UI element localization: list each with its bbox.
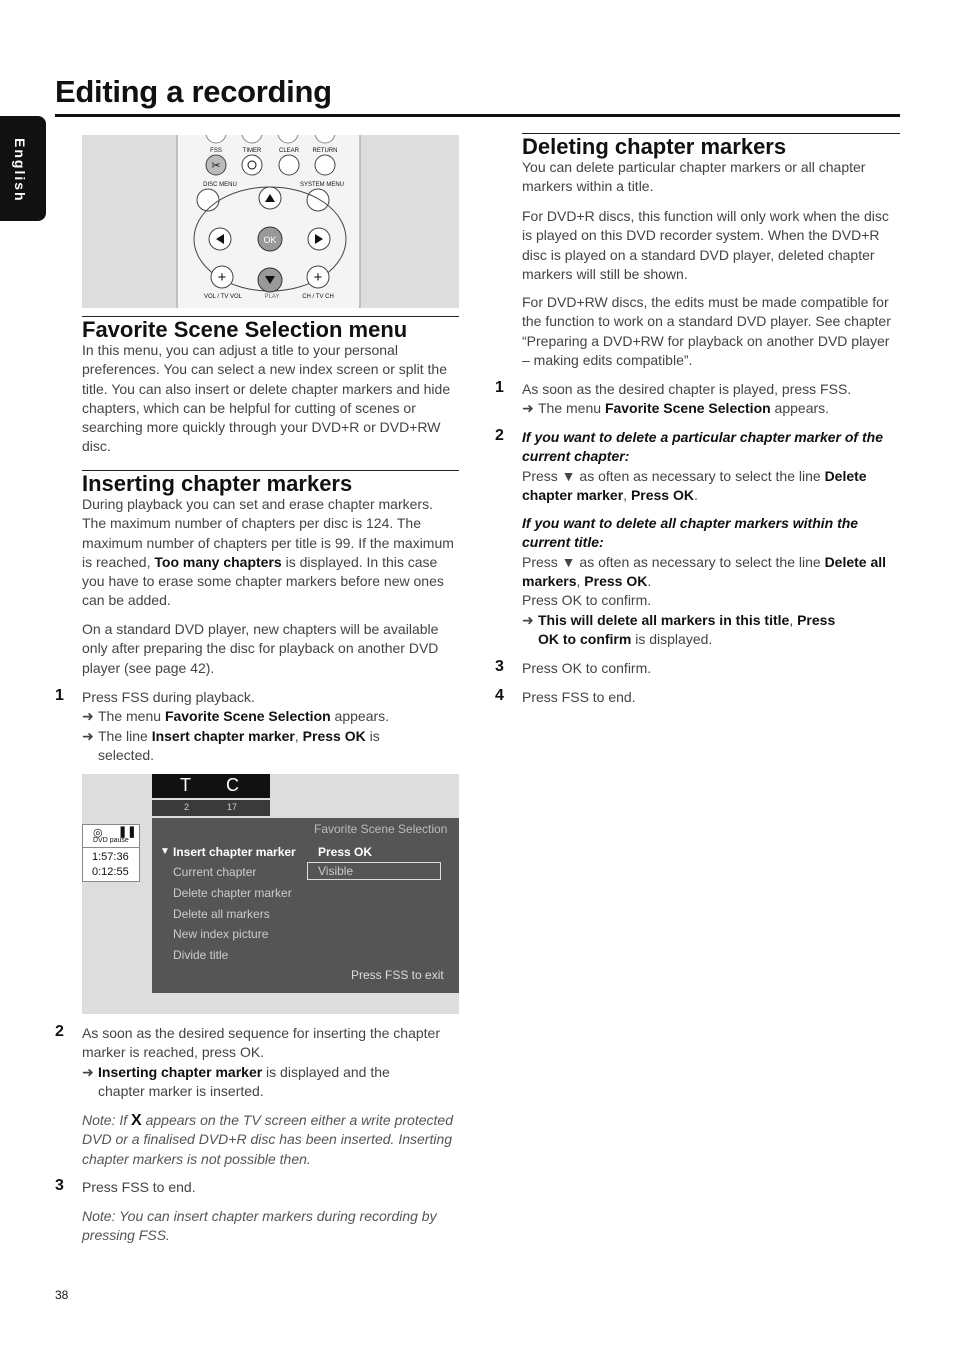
x-symbol-icon: X: [131, 1112, 142, 1129]
fss-body: In this menu, you can adjust a title to your personal preferences. You can select a new index screen or split the title. You can also insert or delete chapter markers and hide chapters, which can be helpful for cutting of scenes or searching more quickly through your DVD+R or DVD+RW disc.: [82, 342, 451, 455]
osd-value-box: Visible: [307, 862, 441, 880]
ch-label: CH / TV CH: [302, 294, 334, 300]
osd-menu-title: Favorite Scene Selection: [314, 822, 448, 836]
insert-paragraph-2: On a standard DVD player, new chapters will be available only after preparing the disc for playback on another DVD player (see page 42).: [82, 621, 439, 676]
play-label: PLAY: [264, 294, 280, 300]
page-number: 38: [55, 1288, 69, 1302]
osd-menu-item: Current chapter: [173, 865, 257, 879]
return-label: RETURN: [312, 148, 338, 154]
osd-value-selected: Press OK: [318, 845, 373, 859]
osd-fss-menu: [152, 818, 459, 993]
language-tab-label: English: [12, 138, 28, 203]
osd-status-box: ◎ ❚❚ DVD pause 1:57:36 0:12:55: [82, 824, 140, 882]
osd-title-chapter-numbers: 2 17: [152, 800, 270, 816]
vol-label: VOL / TV VOL: [203, 294, 243, 300]
step-number: 2: [55, 1023, 64, 1040]
insert-step-3: Press FSS to end.: [82, 1179, 196, 1195]
delete-step-4: Press FSS to end.: [522, 689, 636, 705]
delete-step-3: Press OK to confirm.: [522, 660, 652, 676]
disc-icon: ◎: [93, 827, 103, 839]
delete-paragraph-1: You can delete particular chapter markers or all chapter markers within a title.: [522, 159, 866, 195]
delete-paragraph-2: For DVD+R discs, this function will only work when the disc is played on this DVD recorder system. When the DVD+R disc is played on a standard DVD player, deleted chapter markers will still be shown.: [522, 208, 889, 282]
delete-step-2: If you want to delete a particular chapter marker of the current chapter: Press ▼ as often as necessary to select the line Delete chapter marker, Press OK. If you want to delete all chapter markers within the current title: Press ▼ as often as necessary to select the line Delete all markers, Press OK. Press OK to confirm. ➜ This will delete all markers in this title, Press OK to confirm is displayed.: [522, 429, 887, 647]
delete-step-1: As soon as the desired chapter is played, press FSS. ➜ The menu Favorite Scene Selection appears.: [522, 381, 852, 417]
osd-menu-item: Delete all markers: [173, 907, 270, 921]
remote-control-illustration: [82, 135, 459, 308]
osd-footer: Press FSS to exit: [351, 968, 444, 982]
svg-text:+: +: [313, 269, 323, 286]
timer-button: [242, 155, 262, 175]
system-menu-button: [307, 189, 329, 211]
triangle-down-icon: ▼: [160, 846, 170, 857]
step-number: 2: [495, 427, 504, 444]
insert-heading: Inserting chapter markers: [82, 471, 353, 496]
delete-paragraph-3: For DVD+RW discs, the edits must be made compatible for the function to work on a standard DVD player. See chapter “Preparing a DVD+RW for playback on another DVD player – making edits compatible”.: [522, 294, 891, 368]
system-menu-label: SYSTEM MENU: [299, 182, 345, 188]
delete-heading: Deleting chapter markers: [522, 134, 787, 159]
fss-label: FSS: [210, 148, 222, 154]
osd-title-chapter-box: T C: [152, 774, 270, 798]
language-tab: [0, 116, 46, 221]
timer-label: TIMER: [242, 148, 262, 154]
return-button: [315, 155, 335, 175]
clear-label: CLEAR: [278, 148, 300, 154]
disc-menu-label: DISC MENU: [203, 182, 237, 188]
osd-menu-item: Divide title: [173, 948, 229, 962]
note-write-protected: Note: If X appears on the TV screen either a write protected DVD or a finalised DVD+R disc has been inserted. Inserting chapter markers is not possible then.: [82, 1112, 453, 1167]
ok-label: OK: [263, 235, 277, 245]
note-during-recording: Note: You can insert chapter markers during recording by pressing FSS.: [82, 1208, 437, 1244]
osd-menu-item: New index picture: [173, 927, 269, 941]
svg-text:+: +: [217, 269, 227, 286]
page-title: Editing a recording: [55, 74, 332, 109]
osd-menu-item: Insert chapter marker: [173, 845, 296, 859]
insert-paragraph-1: During playback you can set and erase chapter markers. The maximum number of chapters per disc is 124. The maximum number of chapters per title is 99. If the maximum is reached, Too many chapters is displayed. In this case you have to erase some chapter markers before new ones can be added.: [82, 496, 454, 609]
osd-menu-item: Delete chapter marker: [173, 886, 292, 900]
clear-button: [279, 155, 299, 175]
pause-icon: ❚❚: [118, 826, 137, 838]
insert-step-1: Press FSS during playback. ➜ The menu Favorite Scene Selection appears. ➜ The line Insert chapter marker, Press OK is selected.: [82, 689, 390, 763]
step-number: 1: [55, 687, 64, 704]
scissors-icon: ✂: [211, 160, 221, 172]
step-number: 3: [55, 1177, 64, 1194]
fss-heading: Favorite Scene Selection menu: [82, 317, 408, 342]
disc-menu-button: [197, 189, 219, 211]
step-number: 3: [495, 658, 504, 675]
insert-step-2: As soon as the desired sequence for inserting the chapter marker is reached, press OK. ➜ Inserting chapter marker is displayed and the chapter marker is inserted.: [82, 1025, 440, 1099]
title-rule: [55, 114, 900, 117]
step-number: 4: [495, 687, 504, 704]
step-number: 1: [495, 379, 504, 396]
